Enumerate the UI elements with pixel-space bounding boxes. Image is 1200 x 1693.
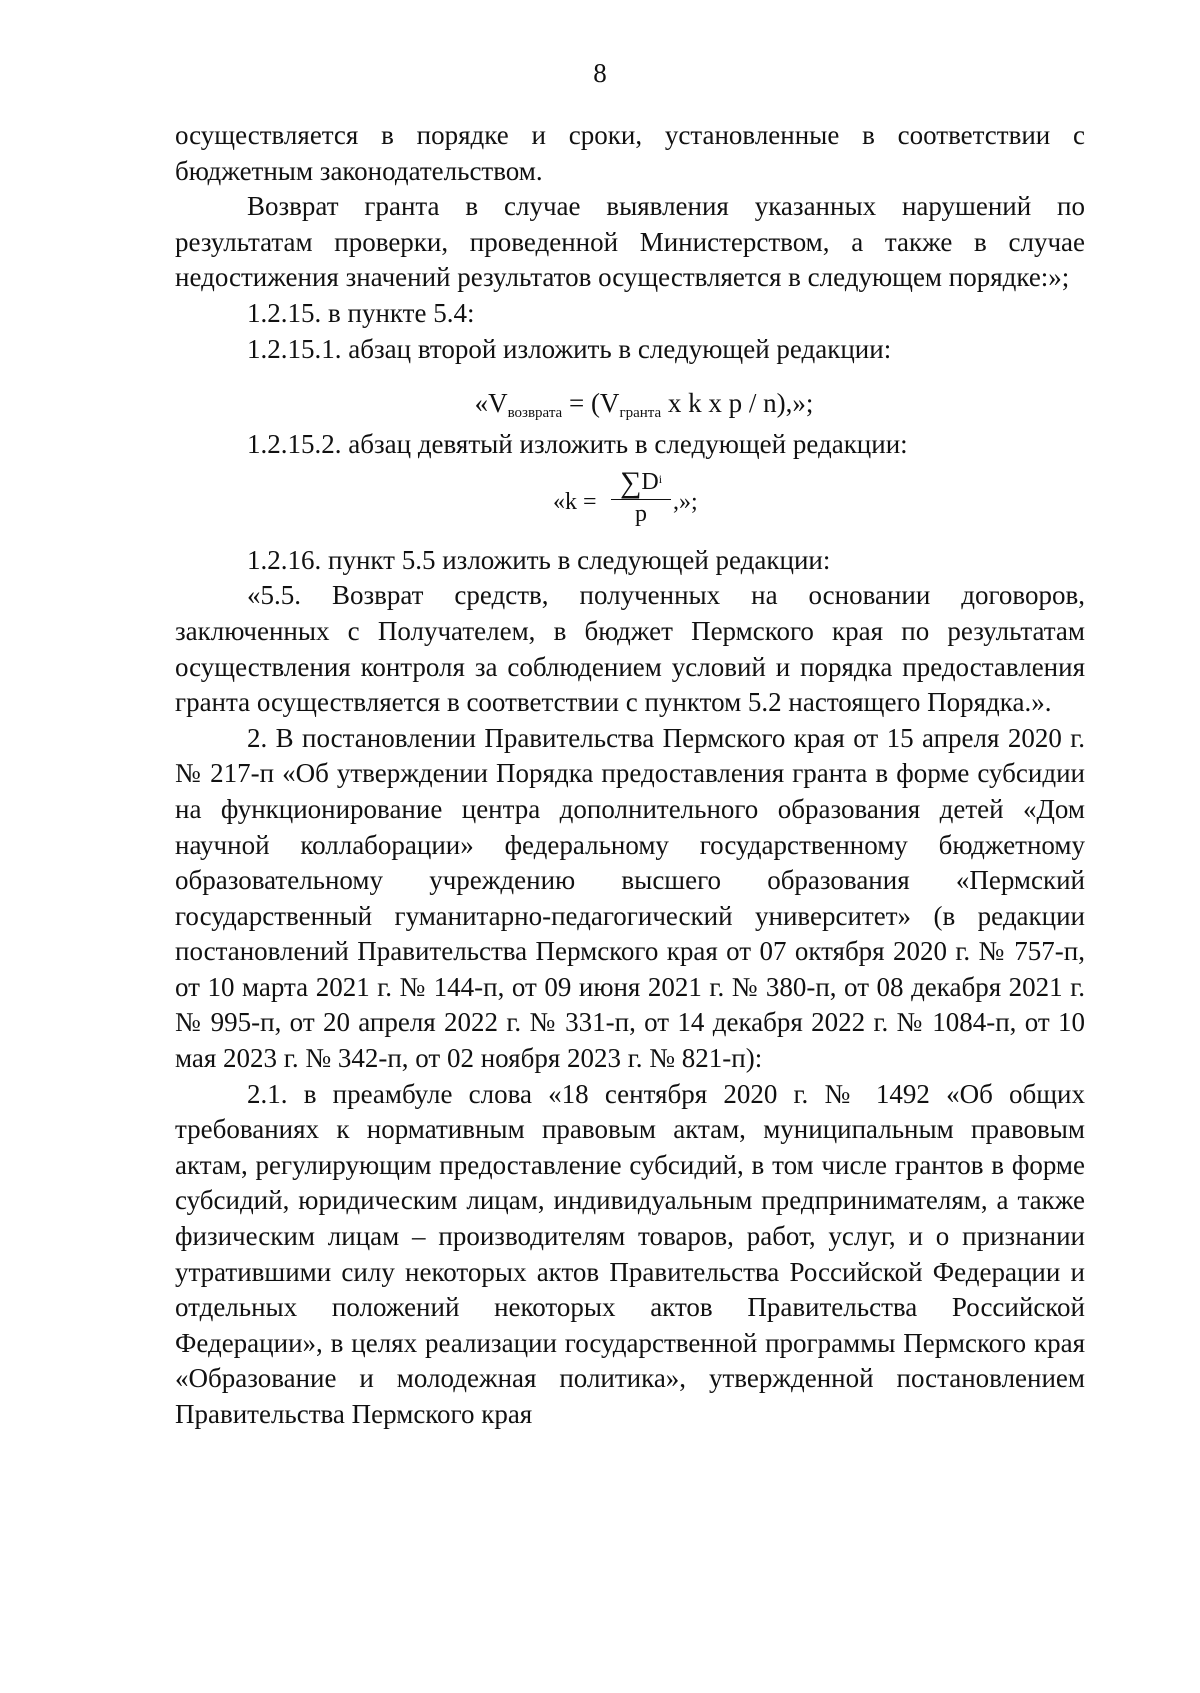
formula-2-denominator: p xyxy=(635,500,647,527)
paragraph-5-5-quote: «5.5. Возврат средств, полученных на основании договоров, заключенных с Получателем, в бюджет Пермского края по результатам осуществления контроля за соблюдением условий и порядка предоставления гранта осуществляется в соответствии с пунктом 5.2 настоящего Порядка.». xyxy=(175,580,1085,718)
paragraph-2-1-preamble: 2.1. в преамбуле слова «18 сентября 2020 г. № 1492 «Об общих требованиях к нормативным правовым актам, муниципальным правовым актам, регулирующим предоставление субсидий, в том числе грантов в форме субсидий, юридическим лицам, индивидуальным предпринимателям, а также физическим лицам – производителям товаров, работ, услуг, и о признании утратившими силу некоторых актов Правительства Российской Федерации и отдельных положений некоторых актов Правительства Российской Федерации», в целях реализации государственной программы Пермского края «Образование и молодежная политика», утвержденной постановлением Правительства Пермского края xyxy=(175,1078,1085,1429)
paragraph-1-2-15-2: 1.2.15.2. абзац девятый изложить в следующей редакции: xyxy=(247,429,908,460)
formula-2-numerator xyxy=(611,465,671,500)
formula-coefficient-k xyxy=(175,463,1085,543)
formula-1-sub-refund: возврата xyxy=(507,405,563,422)
formula-refund-volume xyxy=(175,367,1085,427)
formula-2-fraction xyxy=(611,465,671,528)
formula-2-num-var: D xyxy=(641,468,659,495)
formula-1-mid: = (V xyxy=(562,388,620,419)
paragraph-2-resolution: 2. В постановлении Правительства Пермского края от 15 апреля 2020 г. № 217-п «Об утверждении Порядка предоставления гранта в форме субсидии на функционирование центра дополнительного образования детей «Дом научной коллаборации» федеральному государственному бюджетному образовательному учреждению высшего образования «Пермский государственный гуманитарно-педагогический университет» (в редакции постановлений Правительства Пермского края от 07 октября 2020 г. № 757-п, от 10 марта 2021 г. № 144-п, от 09 июня 2021 г. № 380-п, от 08 декабря 2021 г. № 995-п, от 20 апреля 2022 г. № 331-п, от 14 декабря 2022 г. № 1084-п, от 10 мая 2023 г. № 342-п, от 02 ноября 2023 г. № 821-п): xyxy=(175,722,1085,1074)
paragraph-1-2-16: 1.2.16. пункт 5.5 изложить в следующей редакции: xyxy=(247,544,831,575)
paragraph-1-2-15: 1.2.15. в пункте 5.4: xyxy=(247,297,475,328)
formula-2-tail: ,»; xyxy=(673,488,698,515)
page-number: 8 xyxy=(593,58,607,88)
formula-1-tail: x k x p / n),»; xyxy=(661,388,814,419)
paragraph-continuation: осуществляется в порядке и сроки, установленные в соответствии с бюджетным законодательством. xyxy=(175,120,1085,186)
paragraph-refund-procedure: Возврат гранта в случае выявления указанных нарушений по результатам проверки, проведенной Министерством, а также в случае недостижения значений результатов осуществляется в следующем порядке:»; xyxy=(175,191,1085,293)
formula-2-num-sub: i xyxy=(658,471,663,486)
formula-1-sub-grant: гранта xyxy=(619,405,662,422)
formula-1-open: «V xyxy=(474,388,508,419)
document-body xyxy=(175,118,1085,1433)
formula-2-lead: «k = xyxy=(553,488,597,515)
paragraph-1-2-15-1: 1.2.15.1. абзац второй изложить в следующей редакции: xyxy=(247,333,892,364)
sum-symbol: ∑ xyxy=(619,465,642,499)
